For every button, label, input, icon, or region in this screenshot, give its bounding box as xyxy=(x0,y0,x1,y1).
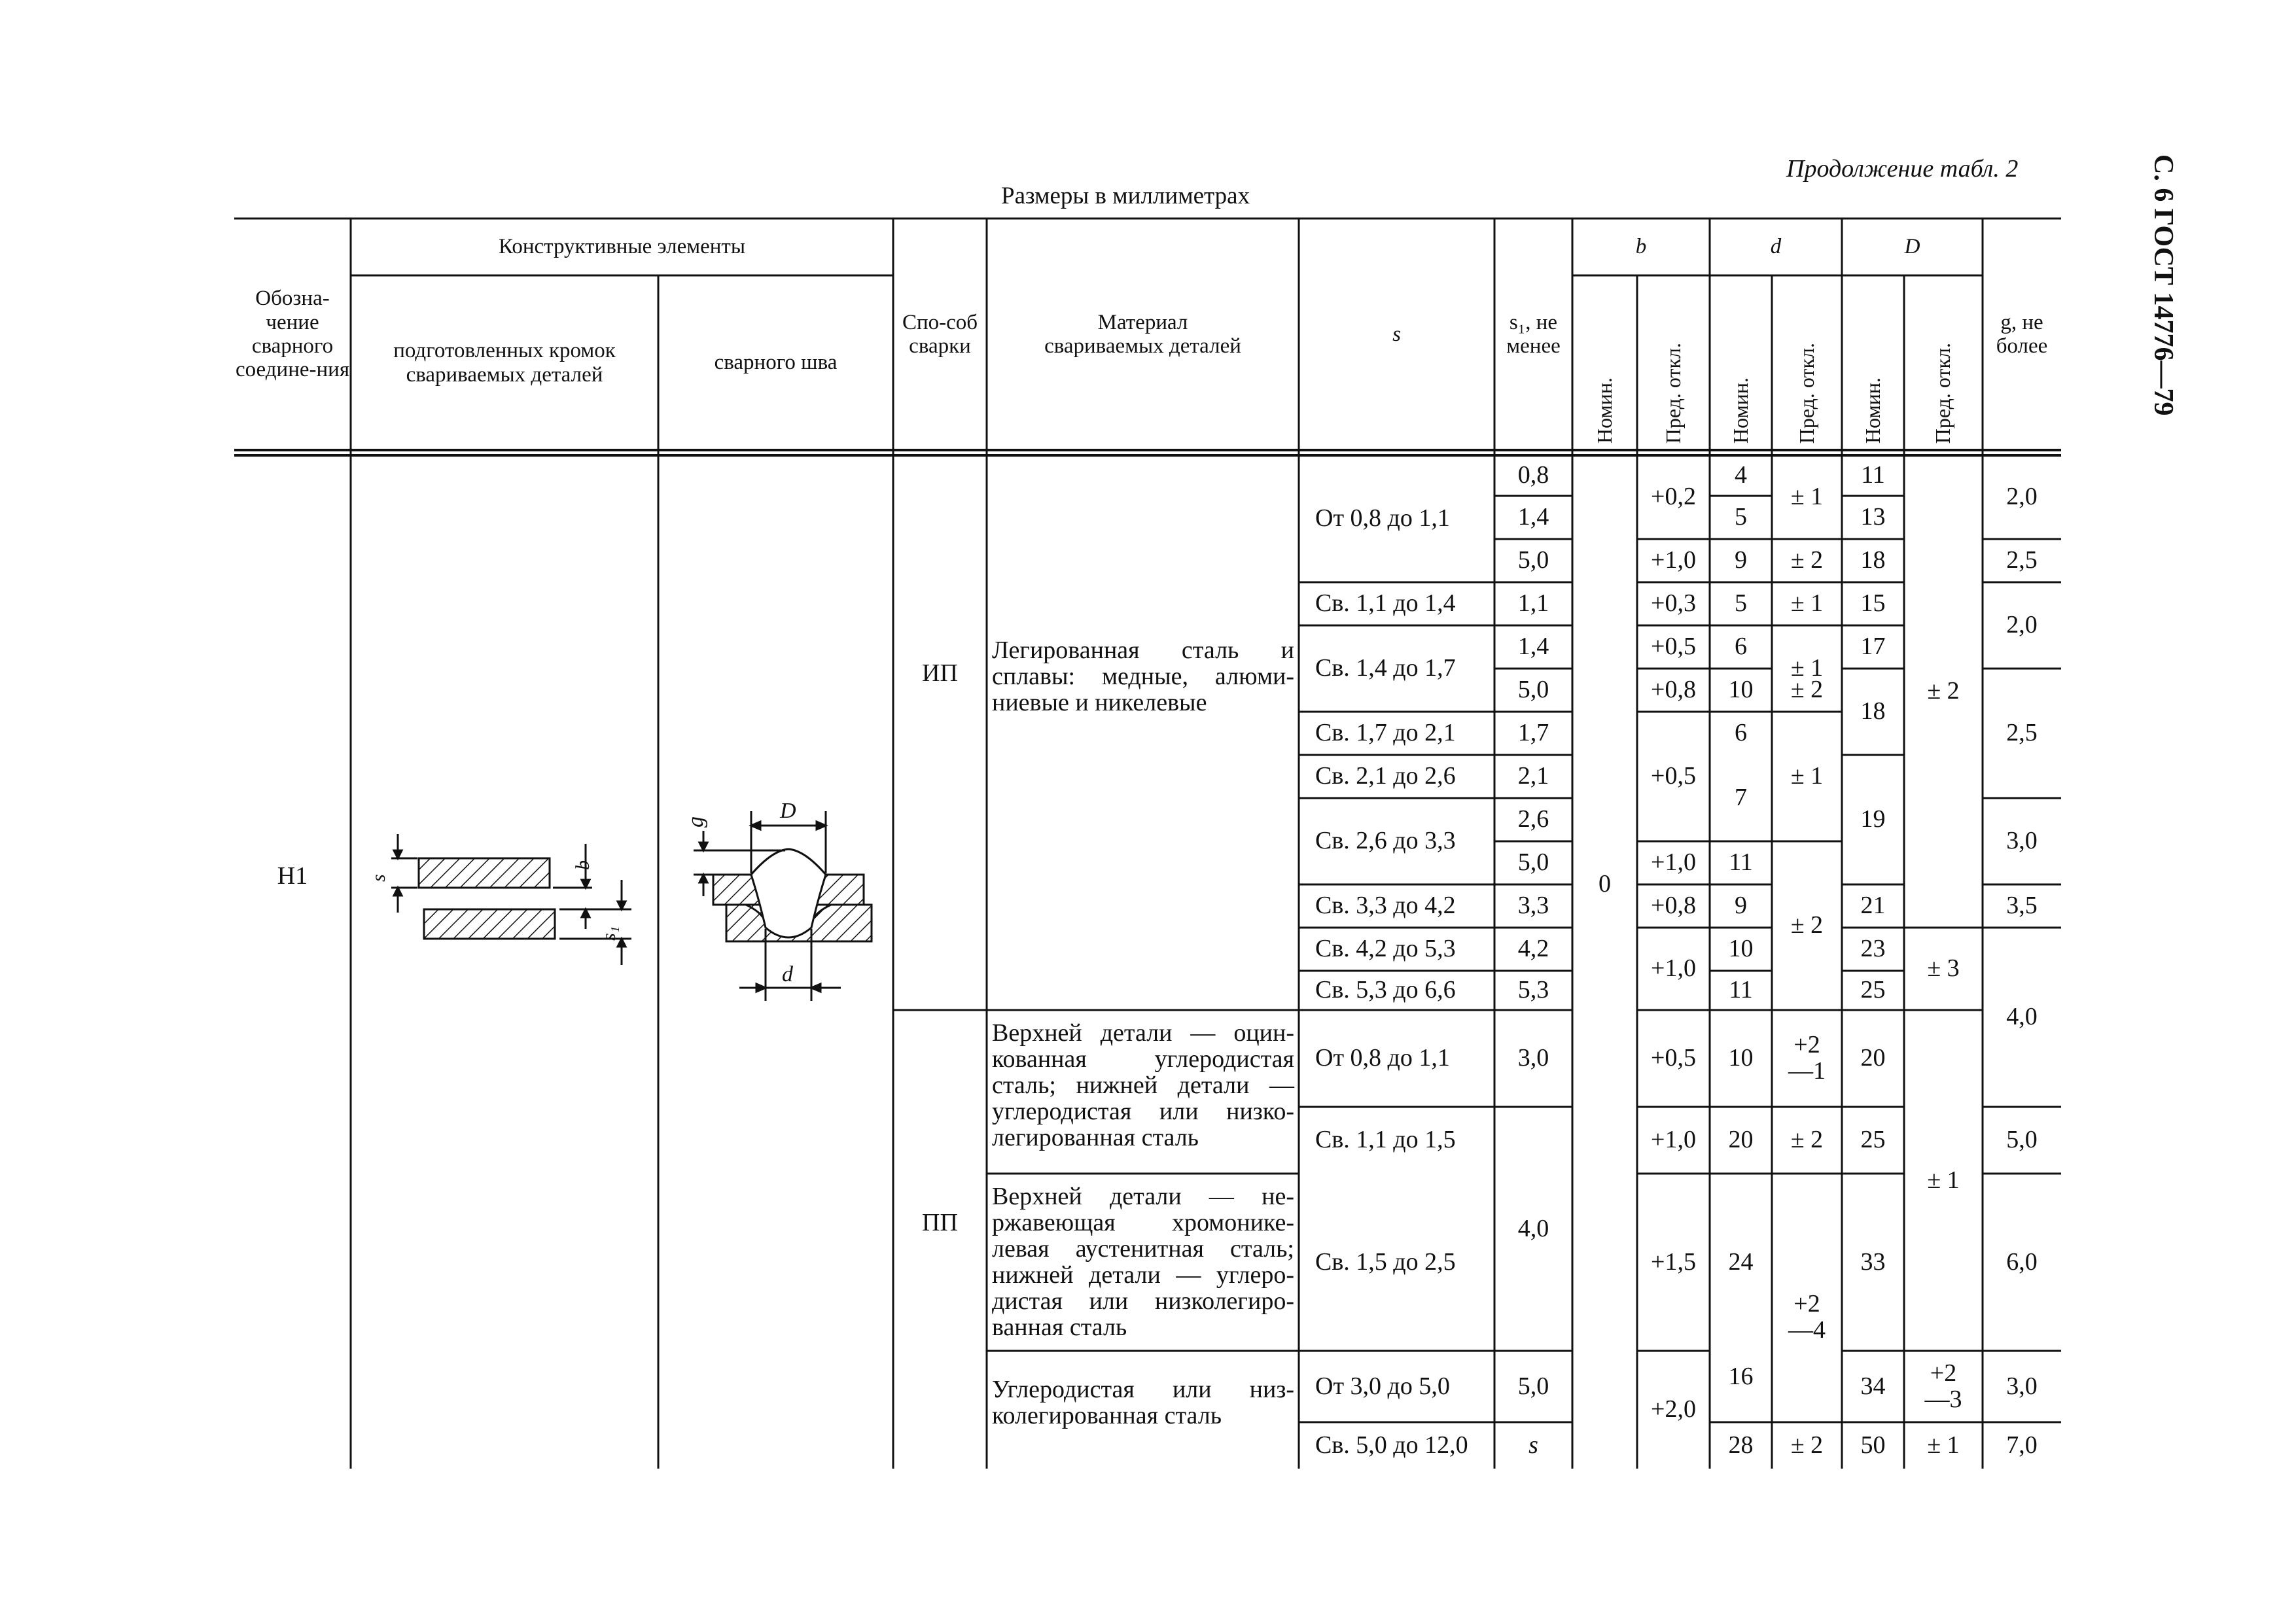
d-nom: 28 xyxy=(1728,1431,1754,1459)
d-tol-fraction: +2 —1 xyxy=(1788,1031,1826,1085)
header-method: Спо-соб сварки xyxy=(902,310,978,358)
s1-value: 5,0 xyxy=(1517,546,1549,574)
material-3: Верхней детали — не-ржавеющая хромонике-левая аустенитная сталь; нижней детали — углеро-дистая или низколегиро-ванная сталь xyxy=(992,1183,1294,1341)
b-tol: +0,8 xyxy=(1651,892,1696,920)
D-nom: 23 xyxy=(1860,935,1886,963)
D-nom: 17 xyxy=(1860,633,1886,661)
header-designation: Обозна-чение сварного соедине-ния xyxy=(235,287,349,382)
material-2: Верхней детали — оцин-кованная углеродистая сталь; нижней детали — углеродистая или низко-легированная сталь xyxy=(992,1019,1294,1151)
d-nom: 9 xyxy=(1735,546,1747,574)
b-tol: +1,0 xyxy=(1651,546,1696,574)
d-tol: ± 1 xyxy=(1790,589,1824,618)
fig2-label-g: g xyxy=(684,816,708,828)
g-value: 2,0 xyxy=(2006,611,2038,639)
D-nom: 11 xyxy=(1861,461,1885,489)
b-tol: +2,0 xyxy=(1651,1395,1696,1423)
D-tol-fraction: +2 —3 xyxy=(1924,1359,1962,1413)
s-range: Св. 4,2 до 5,3 xyxy=(1315,935,1456,963)
D-nom: 18 xyxy=(1860,546,1886,574)
s1-value: 1,1 xyxy=(1517,589,1549,618)
s1-value: 2,6 xyxy=(1517,805,1549,833)
d-tol-fraction: +2 —4 xyxy=(1788,1290,1826,1344)
d-nom: 6 xyxy=(1735,633,1747,661)
method-pp: ПП xyxy=(922,1209,958,1237)
d-nom: 10 xyxy=(1728,676,1754,704)
material-1: Легированная сталь и сплавы: медные, алюми-ниевые и никелевые xyxy=(992,637,1294,716)
b-tol: +0,8 xyxy=(1651,676,1696,704)
fig1-label-s1: s₁ xyxy=(598,926,620,941)
D-nom: 15 xyxy=(1860,589,1886,618)
g-value: 6,0 xyxy=(2006,1248,2038,1276)
s-range: Св. 1,5 до 2,5 xyxy=(1315,1248,1456,1276)
header-weld: сварного шва xyxy=(714,351,838,375)
header-D-nom: Номин. xyxy=(1860,377,1884,444)
D-nom: 13 xyxy=(1860,503,1886,531)
d-nom: 20 xyxy=(1728,1126,1754,1154)
D-nom: 19 xyxy=(1860,805,1886,833)
header-b-tol: Пред. откл. xyxy=(1661,342,1685,444)
units-note: Размеры в миллиметрах xyxy=(1001,183,1250,209)
g-value: 2,5 xyxy=(2006,719,2038,747)
header-d-nom: Номин. xyxy=(1728,377,1752,444)
d-tol: ± 1 xyxy=(1790,654,1824,682)
g-value: 2,5 xyxy=(2006,546,2038,574)
material-4: Углеродистая или низ-колегированная сталь xyxy=(992,1376,1294,1429)
D-tol: ± 2 xyxy=(1927,677,1960,705)
b-tol: +1,0 xyxy=(1651,1126,1696,1154)
s1-value: 5,3 xyxy=(1517,976,1549,1004)
d-nom: 10 xyxy=(1728,935,1754,963)
D-nom: 50 xyxy=(1860,1431,1886,1459)
s-range: От 0,8 до 1,1 xyxy=(1315,1044,1450,1072)
g-value: 2,0 xyxy=(2006,483,2038,511)
fig1-label-s: s xyxy=(368,874,389,882)
prepared-edges-figure xyxy=(391,834,631,965)
d-tol: ± 1 xyxy=(1790,483,1824,511)
header-prepared: подготовленных кромок свариваемых деталей xyxy=(393,339,616,387)
s-range: Св. 5,3 до 6,6 xyxy=(1315,976,1456,1004)
g-value: 5,0 xyxy=(2006,1126,2038,1154)
s1-value: 3,0 xyxy=(1517,1044,1549,1072)
b-tol: +1,0 xyxy=(1651,954,1696,983)
d-nom: 5 xyxy=(1735,503,1747,531)
d-nom: 11 xyxy=(1729,848,1753,877)
g-value: 3,0 xyxy=(2006,827,2038,855)
s1-value: 2,1 xyxy=(1517,762,1549,790)
d-nom: 4 xyxy=(1735,461,1747,489)
D-nom: 20 xyxy=(1860,1044,1886,1072)
s1-value: 5,0 xyxy=(1517,848,1549,877)
D-nom: 25 xyxy=(1860,1126,1886,1154)
d-nom: 11 xyxy=(1729,976,1753,1004)
s-range: Св. 5,0 до 12,0 xyxy=(1315,1431,1468,1459)
header-g: g, не более xyxy=(1996,310,2048,358)
b-tol: +0,3 xyxy=(1651,589,1696,618)
b-nominal: 0 xyxy=(1598,870,1611,898)
method-ip: ИП xyxy=(922,659,958,688)
s-range: Св. 2,1 до 2,6 xyxy=(1315,762,1456,790)
header-b: b xyxy=(1635,235,1647,259)
s-range: Св. 1,1 до 1,4 xyxy=(1315,589,1456,618)
g-value: 7,0 xyxy=(2006,1431,2038,1459)
b-tol: +0,5 xyxy=(1651,762,1696,790)
b-tol: +0,2 xyxy=(1651,483,1696,511)
s1-value: 4,0 xyxy=(1517,1214,1549,1242)
d-nom: 24 xyxy=(1728,1248,1754,1276)
s1-value: 3,3 xyxy=(1517,892,1549,920)
d-tol: ± 2 xyxy=(1790,676,1824,704)
continuation-note: Продолжение табл. 2 xyxy=(1786,155,2019,183)
s-range: Св. 1,7 до 2,1 xyxy=(1315,719,1456,747)
s1-value: 5,0 xyxy=(1517,676,1549,704)
D-tol: ± 1 xyxy=(1927,1166,1960,1194)
b-tol: +1,5 xyxy=(1651,1248,1696,1276)
d-tol: ± 2 xyxy=(1790,911,1824,939)
d-nom: 10 xyxy=(1728,1044,1754,1072)
header-b-nom: Номин. xyxy=(1592,377,1616,444)
D-tol: ± 1 xyxy=(1927,1431,1960,1459)
b-tol: +0,5 xyxy=(1651,1044,1696,1072)
d-nom: 5 xyxy=(1735,589,1747,618)
b-tol: +0,5 xyxy=(1651,633,1696,661)
side-header: С. 6 ГОСТ 14776—79 xyxy=(2148,154,2178,416)
D-tol: ± 3 xyxy=(1927,954,1960,983)
d-tol: ± 2 xyxy=(1790,546,1824,574)
header-material: Материал свариваемых деталей xyxy=(1044,310,1241,358)
fig1-label-b: b xyxy=(572,860,593,870)
D-nom: 18 xyxy=(1860,697,1886,725)
s1-value: 1,4 xyxy=(1517,503,1549,531)
g-value: 4,0 xyxy=(2006,1003,2038,1031)
header-D: D xyxy=(1904,235,1920,259)
s-range: Св. 3,3 до 4,2 xyxy=(1315,892,1456,920)
d-nom: 6 xyxy=(1735,719,1747,747)
d-nom: 7 xyxy=(1735,784,1747,812)
fig2-label-D: D xyxy=(780,799,796,823)
D-nom: 21 xyxy=(1860,892,1886,920)
fig2-label-d: d xyxy=(782,962,793,986)
joint-designation: Н1 xyxy=(277,862,308,890)
g-value: 3,0 xyxy=(2006,1372,2038,1400)
s1-value: s xyxy=(1528,1431,1538,1459)
header-s: s xyxy=(1392,322,1401,346)
s-range: Св. 1,1 до 1,5 xyxy=(1315,1126,1456,1154)
header-D-tol: Пред. откл. xyxy=(1931,342,1955,444)
d-nom: 16 xyxy=(1728,1363,1754,1390)
g-value: 3,5 xyxy=(2006,892,2038,920)
header-d-tol: Пред. откл. xyxy=(1794,342,1818,444)
s-range: Св. 1,4 до 1,7 xyxy=(1315,654,1456,682)
s-range: От 0,8 до 1,1 xyxy=(1315,504,1450,532)
s-range: От 3,0 до 5,0 xyxy=(1315,1372,1450,1400)
header-construct: Конструктивные элементы xyxy=(498,235,746,259)
s1-value: 5,0 xyxy=(1517,1372,1549,1400)
s1-value: 4,2 xyxy=(1517,935,1549,963)
s1-value: 0,8 xyxy=(1517,461,1549,489)
b-tol: +1,0 xyxy=(1651,848,1696,877)
D-nom: 25 xyxy=(1860,976,1886,1004)
d-tol: ± 1 xyxy=(1790,762,1824,790)
d-tol: ± 2 xyxy=(1790,1431,1824,1459)
s1-value: 1,7 xyxy=(1517,719,1549,747)
d-tol: ± 2 xyxy=(1790,1126,1824,1154)
s1-value: 1,4 xyxy=(1517,633,1549,661)
s-range: Св. 2,6 до 3,3 xyxy=(1315,827,1456,855)
d-nom: 9 xyxy=(1735,892,1747,920)
D-nom: 34 xyxy=(1860,1372,1886,1400)
header-s1: s₁, не менее xyxy=(1506,310,1561,358)
D-nom: 33 xyxy=(1860,1248,1886,1276)
header-d: d xyxy=(1770,235,1782,259)
